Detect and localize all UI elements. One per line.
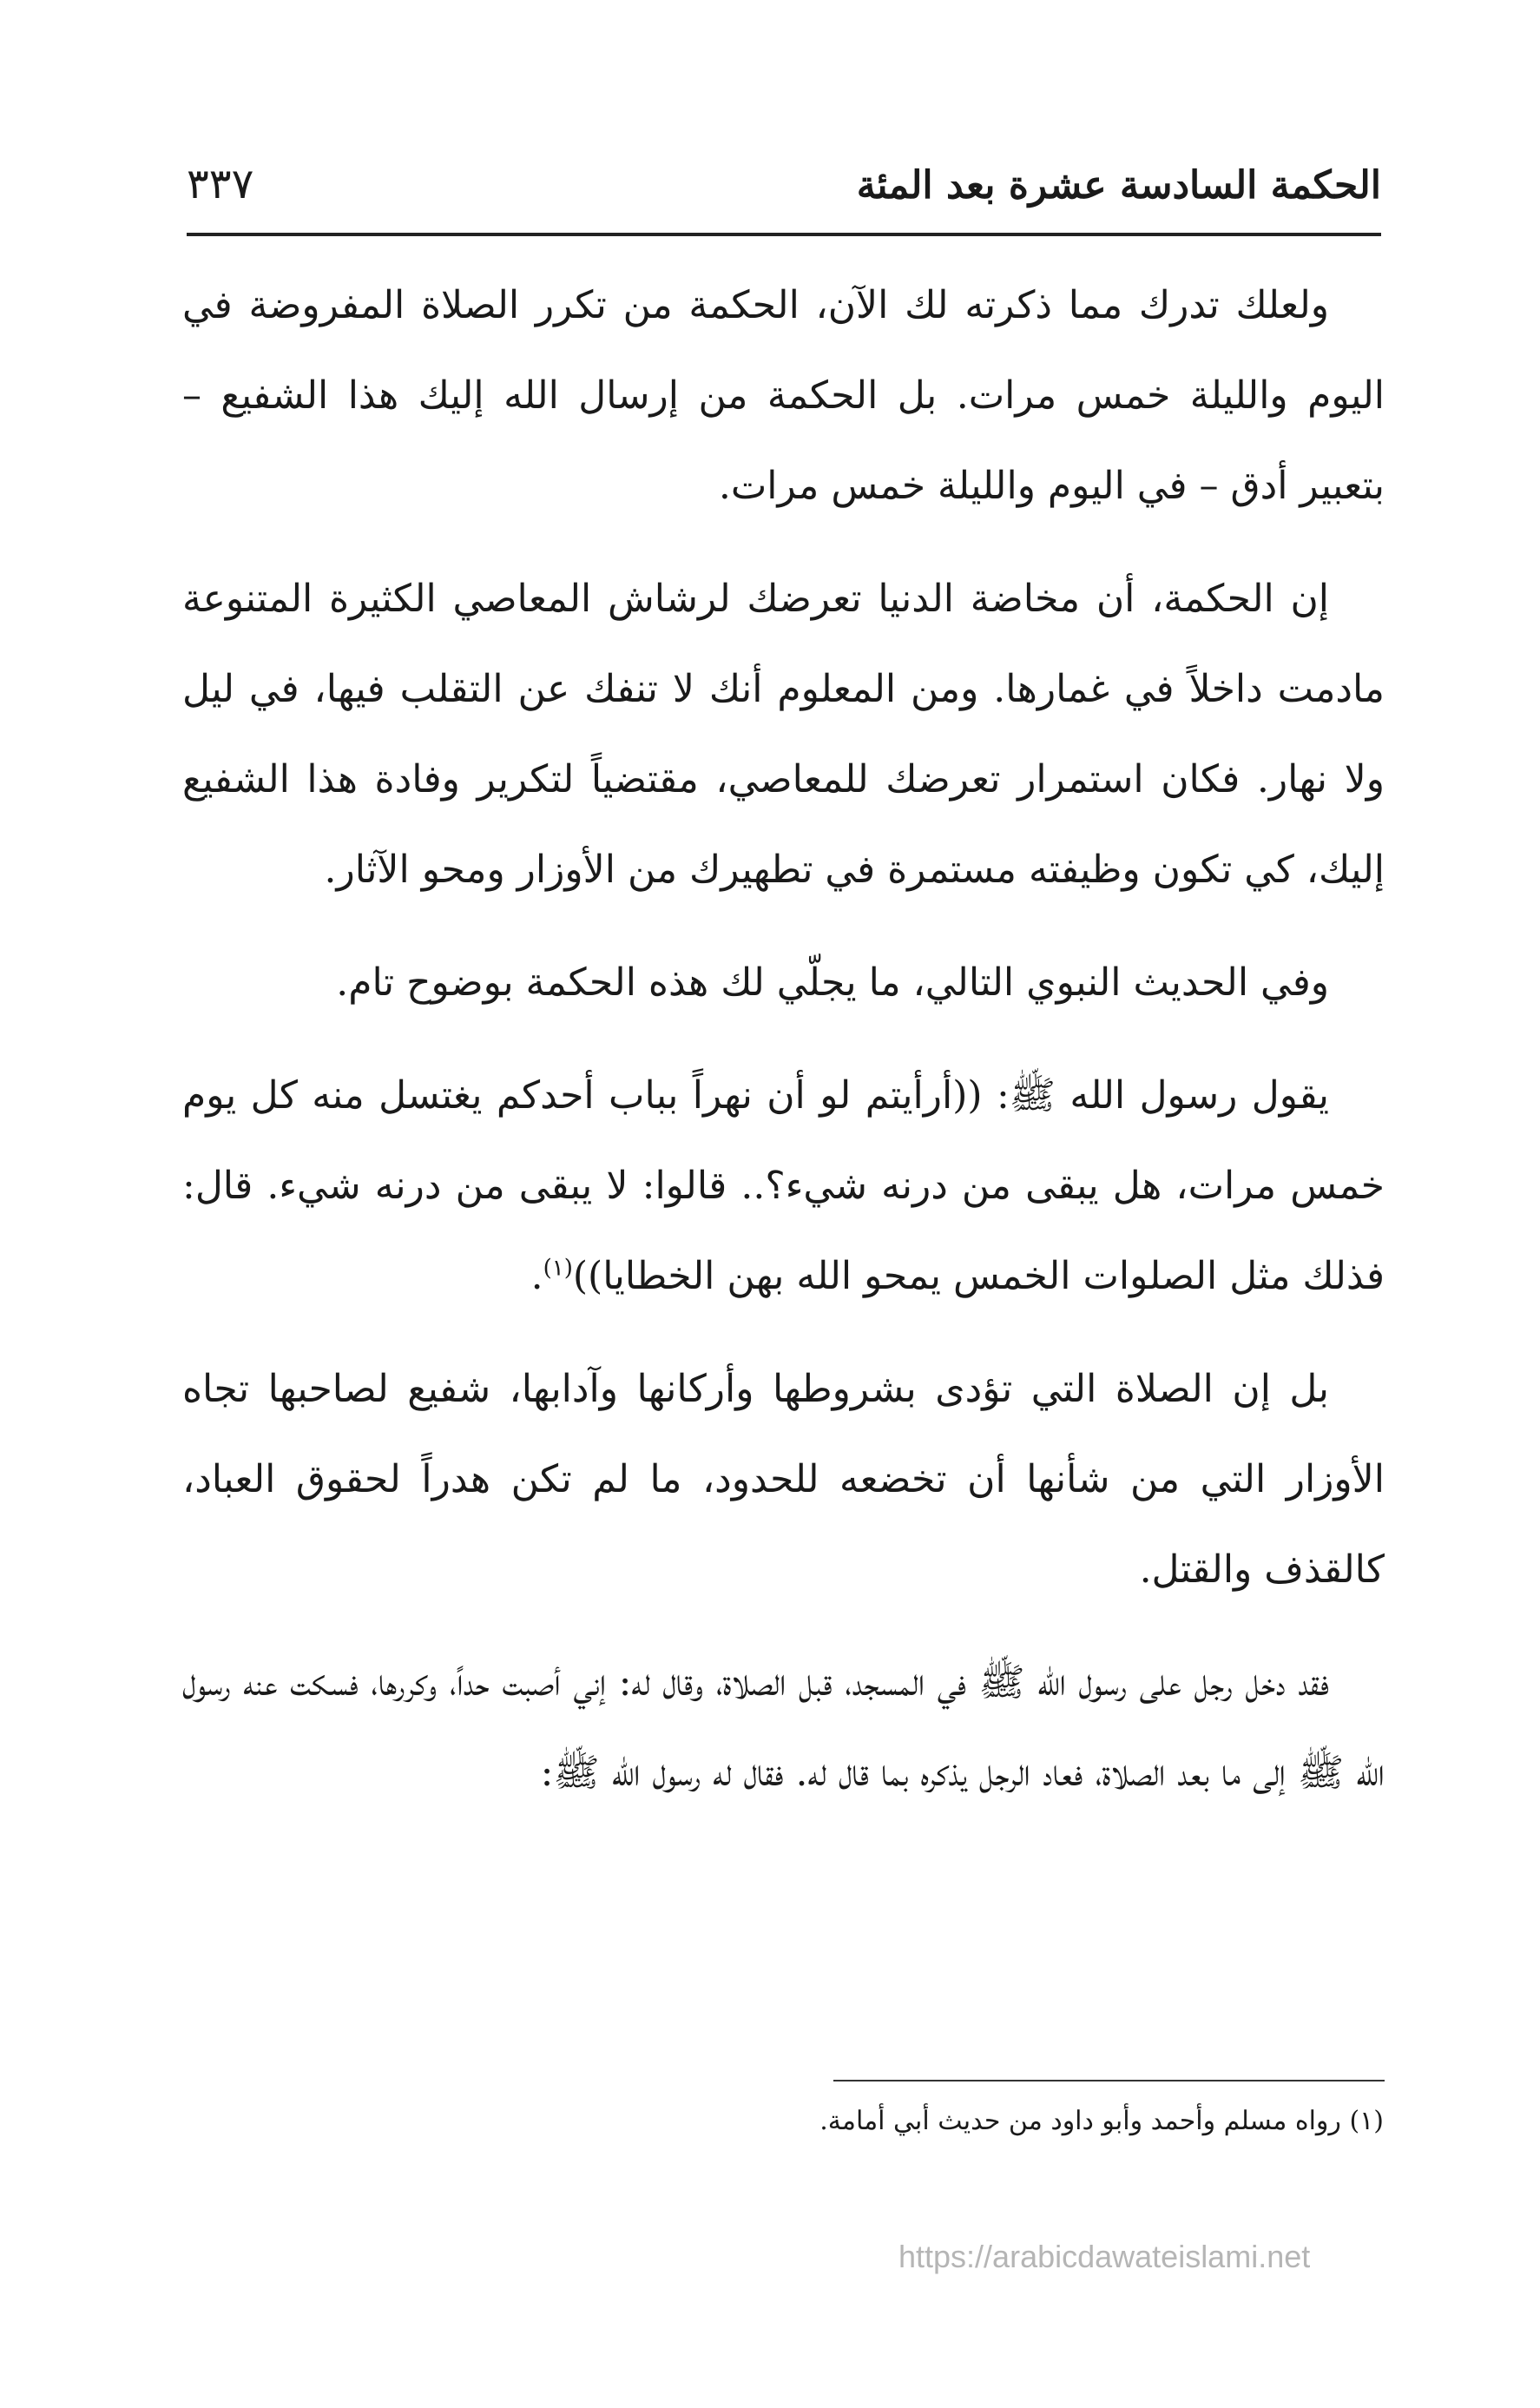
footnote-end-punct: .: [530, 1254, 543, 1298]
paragraph-4: يقول رسول الله ﷺ: ((أرأيتم لو أن نهراً بباب أحدكم يغتسل منه كل يوم خمس مرات، هل يبقى من درنه شيء؟.. قالوا: لا يبقى من درنه شيء. قال: فذلك مثل الصلوات الخمس يمحو الله بهن الخطايا))$^{(١)}$.: [182, 1073, 1385, 1298]
header-rule: [187, 233, 1381, 236]
paragraph-1: ولعلك تدرك مما ذكرته لك الآن، الحكمة من تكرر الصلاة المفروضة في اليوم والليلة خمس مرات. بل الحكمة من إرسال الله إليك هذا الشفيع – بتعبير أدق – في اليوم والليلة خمس مرات.: [182, 283, 1385, 508]
watermark-url: https://arabicdawateislami.net: [898, 2239, 1311, 2274]
footnote: (١) رواه مسلم وأحمد وأبو داود من حديث أبي أمامة.: [819, 2106, 1384, 2136]
page-header: [187, 155, 1381, 233]
running-title: الحكمة السادسة عشرة بعد المئة: [856, 163, 1381, 208]
paragraph-6: فقد دخل رجل على رسول الله ﷺ في المسجد، قبل الصلاة، وقال له: إني أصبت حداً، وكررها، فسكت عنه رسول الله ﷺ إلى ما بعد الصلاة، فعاد الرجل يذكره بما قال له. فقال له رسول الله ﷺ:: [182, 1660, 1385, 1795]
body-text: [182, 261, 1385, 1841]
paragraph-5: بل إن الصلاة التي تؤدى بشروطها وأركانها وآدابها، شفيع لصاحبها تجاه الأوزار التي من شأنها أن تخضعه للحدود، ما لم تكن هدراً لحقوق العباد، كالقذف والقتل.: [182, 1367, 1385, 1592]
paragraph-2: إن الحكمة، أن مخاضة الدنيا تعرضك لرشاش المعاصي الكثيرة المتنوعة مادمت داخلاً في غمارها. ومن المعلوم أنك لا تنفك عن التقلب فيها، في ليل ولا نهار. فكان استمرار تعرضك للمعاصي، مقتضياً لتكرير وفادة هذا الشفيع إليك، كي تكون وظيفته مستمرة في تطهيرك من الأوزار ومحو الآثار.: [182, 577, 1385, 892]
footnote-rule: [833, 2080, 1385, 2081]
paragraph-3: وفي الحديث النبوي التالي، ما يجلّي لك هذه الحكمة بوضوح تام.: [336, 960, 1329, 1005]
page-number: ٣٣٧: [187, 160, 254, 208]
footnote-reference[interactable]: (١): [543, 1255, 573, 1282]
